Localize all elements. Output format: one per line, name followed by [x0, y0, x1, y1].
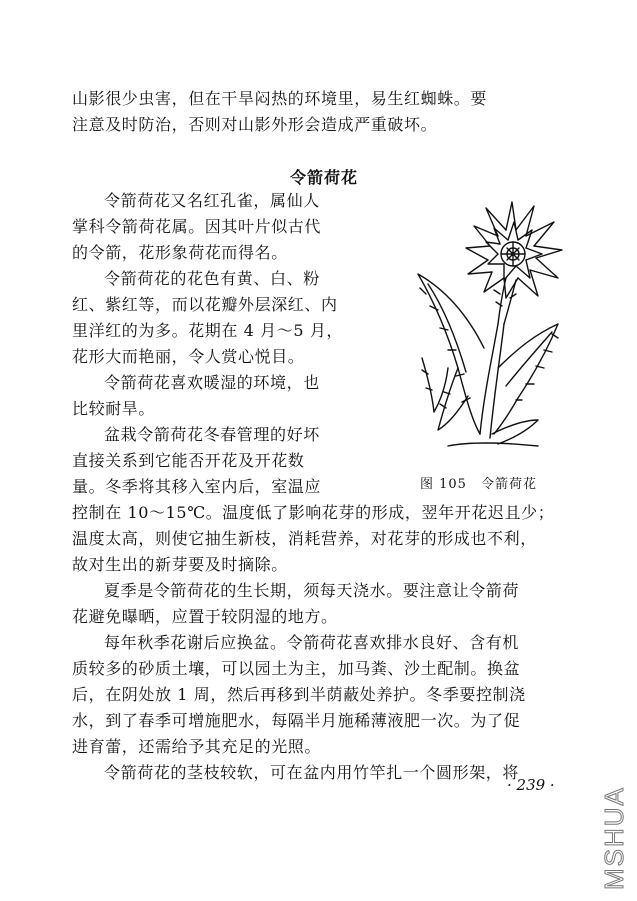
cactus-flower-illustration: [388, 198, 568, 458]
paragraph-line: 令箭荷花喜欢暖湿的环境，也: [104, 373, 320, 392]
paragraph-line: 控制在 10～15℃。温度低了影响花芽的形成，翌年开花迟且少；: [72, 503, 555, 522]
paragraph-line: 令箭荷花又名红孔雀，属仙人: [104, 191, 320, 210]
paragraph-line: 夏季是令箭荷花的生长期，须每天浇水。要注意让令箭荷: [104, 581, 520, 600]
paragraph-line: 盆栽令箭荷花冬春管理的好坏: [104, 425, 320, 444]
text-line: 注意及时防治，否则对山影外形会造成严重破坏。: [72, 115, 438, 134]
paragraph-line: 量。冬季将其移入室内后，室温应: [72, 477, 322, 496]
watermark: [596, 780, 630, 892]
text-line: 山影很少虫害，但在干旱闷热的环境里，易生红蜘蛛。要: [72, 89, 488, 108]
paragraph-line: 质较多的砂质土壤，可以园土为主，加马粪、沙土配制。换盆: [72, 659, 521, 678]
watermark-text: MSHUA: [599, 786, 629, 890]
paragraph-line: 温度太高，则使它抽生新枝，消耗营养，对花芽的形成也不利，: [72, 529, 537, 548]
paragraph-line: 掌科令箭荷花属。因其叶片似古代: [72, 217, 322, 236]
paragraph-line: 花形大而艳丽，令人赏心悦目。: [72, 347, 305, 366]
paragraph-line: 进育蕾，还需给予其充足的光照。: [72, 737, 322, 756]
paragraph-line: 后，在阴处放 1 周，然后再移到半荫蔽处养护。冬季要控制浇: [72, 685, 526, 704]
paragraph-line: 花避免曝晒，应置于较阴湿的地方。: [72, 607, 338, 626]
page-number: · 239 ·: [507, 776, 555, 794]
paragraph-line: 的令箭，花形象荷花而得名。: [72, 243, 288, 262]
paragraph-line: 令箭荷花的花色有黄、白、粉: [104, 269, 320, 288]
paragraph-line: 每年秋季花谢后应换盆。令箭荷花喜欢排水良好、含有机: [104, 633, 520, 652]
section-title: 令箭荷花: [290, 168, 359, 187]
paragraph-line: 里洋红的为多。花期在 4 月～5 月，: [72, 321, 344, 340]
paragraph-line: 令箭荷花的茎枝较软，可在盆内用竹竿扎一个圆形架，将: [104, 763, 520, 782]
paragraph-line: 直接关系到它能否开花及开花数: [72, 451, 305, 470]
paragraph-line: 故对生出的新芽要及时摘除。: [72, 555, 288, 574]
paragraph-line: 水，到了春季可增施肥水，每隔半月施稀薄液肥一次。为了促: [72, 711, 521, 730]
figure-caption: 图 105 令箭荷花: [420, 477, 537, 492]
paragraph-line: 比较耐旱。: [72, 399, 156, 418]
paragraph-line: 红、紫红等，而以花瓣外层深红、内: [72, 295, 338, 314]
